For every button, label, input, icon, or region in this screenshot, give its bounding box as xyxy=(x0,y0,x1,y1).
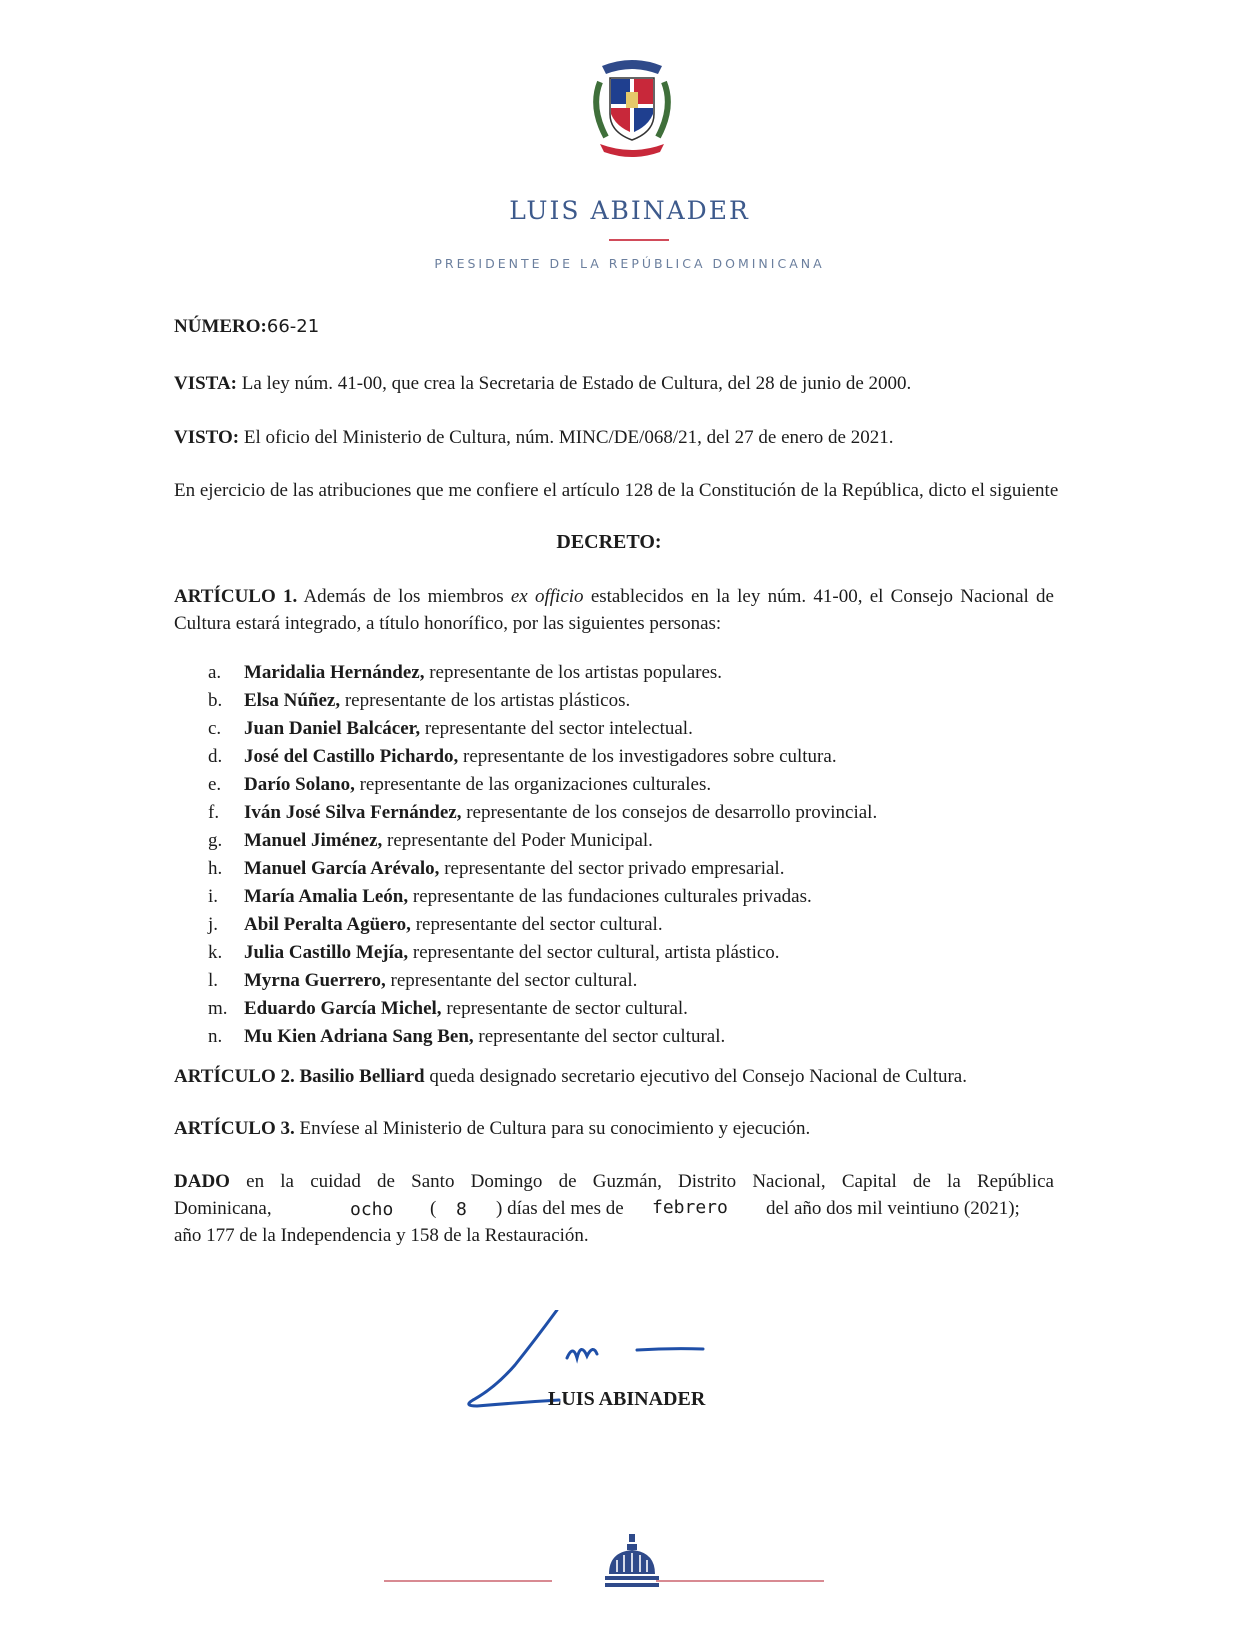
member-name: María Amalia León, xyxy=(244,886,409,907)
member-marker: l. xyxy=(208,970,219,991)
member-role: representante de las organizaciones culturales. xyxy=(354,774,712,795)
articulo-1-text-b: establecidos en la ley núm. 41-00, el Consejo Nacional de Cultura estará integrado, a título honorífico, por las siguientes personas: xyxy=(174,586,1054,634)
month-name: febrero xyxy=(652,1197,728,1218)
member-marker: k. xyxy=(208,942,223,963)
decree-number-value: 66-21 xyxy=(266,316,320,337)
dado-line-2-start: Dominicana, xyxy=(174,1198,272,1219)
articulo-3-text: Envíese al Ministerio de Cultura para su conocimiento y ejecución. xyxy=(294,1118,811,1139)
member-item xyxy=(174,715,1104,743)
member-marker: n. xyxy=(208,1026,223,1047)
dado-label: DADO xyxy=(174,1171,230,1192)
day-open-paren: ( xyxy=(430,1198,437,1219)
articulo-2-label: ARTÍCULO 2. xyxy=(174,1066,295,1087)
member-name: Mu Kien Adriana Sang Ben, xyxy=(244,1026,474,1047)
dado-line-3: año 177 de la Independencia y 158 de la Restauración. xyxy=(174,1225,589,1246)
articulo-2 xyxy=(174,1063,1074,1090)
member-role: representante del sector cultural, artista plástico. xyxy=(408,942,780,963)
member-role: representante de las fundaciones culturales privadas. xyxy=(408,886,812,907)
visto-label: VISTO: xyxy=(174,427,240,448)
member-item xyxy=(174,883,1104,911)
member-item xyxy=(174,743,1104,771)
member-name: José del Castillo Pichardo, xyxy=(244,746,459,767)
member-role: representante del sector intelectual. xyxy=(420,718,693,739)
footer-line-right xyxy=(656,1580,824,1582)
member-marker: c. xyxy=(208,718,222,739)
member-marker: b. xyxy=(208,690,223,711)
signatory-name: LUIS ABINADER xyxy=(548,1388,706,1410)
member-role: representante de los consejos de desarrollo provincial. xyxy=(461,802,878,823)
member-item xyxy=(174,939,1104,967)
member-item xyxy=(174,659,1104,687)
palace-dome-icon xyxy=(603,1532,661,1590)
footer-line-left xyxy=(384,1580,552,1582)
member-item xyxy=(174,911,1104,939)
member-marker: j. xyxy=(208,914,219,935)
member-item xyxy=(174,771,1104,799)
member-name: Eduardo García Michel, xyxy=(244,998,442,1019)
member-name: Elsa Núñez, xyxy=(244,690,341,711)
member-name: Maridalia Hernández, xyxy=(244,662,425,683)
member-name: Manuel García Arévalo, xyxy=(244,858,440,879)
dado-text-2: ) días del mes de xyxy=(496,1198,624,1219)
articulo-1 xyxy=(174,583,1054,637)
member-role: representante de los investigadores sobre cultura. xyxy=(458,746,837,767)
visto-text: El oficio del Ministerio de Cultura, núm. MINC/DE/068/21, del 27 de enero de 2021. xyxy=(239,427,894,448)
member-name: Abil Peralta Agüero, xyxy=(244,914,411,935)
member-name: Myrna Guerrero, xyxy=(244,970,386,991)
dado-paragraph xyxy=(174,1168,1054,1249)
articulo-3 xyxy=(174,1115,1104,1142)
member-name: Manuel Jiménez, xyxy=(244,830,383,851)
member-item xyxy=(174,855,1104,883)
member-marker: f. xyxy=(208,802,220,823)
member-marker: m. xyxy=(208,998,228,1019)
member-name: Juan Daniel Balcácer, xyxy=(244,718,421,739)
member-role: representante de los artistas plásticos. xyxy=(340,690,631,711)
member-marker: g. xyxy=(208,830,223,851)
member-name: Darío Solano, xyxy=(244,774,355,795)
member-marker: e. xyxy=(208,774,222,795)
member-name: Iván José Silva Fernández, xyxy=(244,802,462,823)
member-item xyxy=(174,995,1104,1023)
articulo-1-text-a: Además de los miembros xyxy=(297,586,511,607)
president-title: PRESIDENTE DE LA REPÚBLICA DOMINICANA xyxy=(434,256,825,271)
member-item xyxy=(174,827,1104,855)
vista-label: VISTA: xyxy=(174,373,237,394)
member-name: Julia Castillo Mejía, xyxy=(244,942,409,963)
articulo-3-label: ARTÍCULO 3. xyxy=(174,1118,295,1139)
coat-of-arms-icon xyxy=(580,52,684,164)
day-number: 8 xyxy=(456,1199,467,1220)
member-marker: h. xyxy=(208,858,223,879)
president-name: LUIS ABINADER xyxy=(509,196,750,225)
dado-text-1: en la cuidad de Santo Domingo de Guzmán, Distrito Nacional, Capital de la República xyxy=(229,1171,1054,1192)
day-word: ocho xyxy=(350,1199,394,1220)
decree-number-label: NÚMERO: xyxy=(174,316,267,337)
member-role: representante de sector cultural. xyxy=(441,998,688,1019)
vista-text: La ley núm. 41-00, que crea la Secretaria de Estado de Cultura, del 28 de junio de 2000. xyxy=(237,373,912,394)
member-role: representante del sector privado empresarial. xyxy=(439,858,785,879)
articulo-2-text: queda designado secretario ejecutivo del Consejo Nacional de Cultura. xyxy=(424,1066,967,1087)
dado-line-1 xyxy=(174,1168,1054,1195)
dado-line-2 xyxy=(174,1195,1054,1222)
member-item xyxy=(174,1023,1104,1051)
articulo-1-label: ARTÍCULO 1. xyxy=(174,586,298,607)
visto-paragraph xyxy=(174,424,1104,451)
member-marker: d. xyxy=(208,746,223,767)
member-role: representante del sector cultural. xyxy=(410,914,663,935)
member-role: representante del sector cultural. xyxy=(385,970,638,991)
name-underline xyxy=(609,239,669,241)
member-marker: a. xyxy=(208,662,222,683)
vista-paragraph xyxy=(174,370,1104,397)
member-item xyxy=(174,799,1104,827)
member-role: representante de los artistas populares. xyxy=(424,662,723,683)
articulo-1-emphasis: ex officio xyxy=(510,586,584,607)
member-item xyxy=(174,967,1104,995)
member-marker: i. xyxy=(208,886,219,907)
member-item xyxy=(174,687,1104,715)
dado-text-3a: del año dos mil veintiuno (2021); xyxy=(766,1198,1020,1219)
member-role: representante del Poder Municipal. xyxy=(382,830,653,851)
decree-number xyxy=(174,313,1104,340)
members-list xyxy=(174,659,1104,1051)
preamble-paragraph: En ejercicio de las atribuciones que me confiere el artículo 128 de la Constitución de la República, dicto el siguiente xyxy=(174,480,1059,501)
articulo-2-name: Basilio Belliard xyxy=(294,1066,425,1087)
decreto-heading: DECRETO: xyxy=(556,531,662,553)
member-role: representante del sector cultural. xyxy=(473,1026,726,1047)
